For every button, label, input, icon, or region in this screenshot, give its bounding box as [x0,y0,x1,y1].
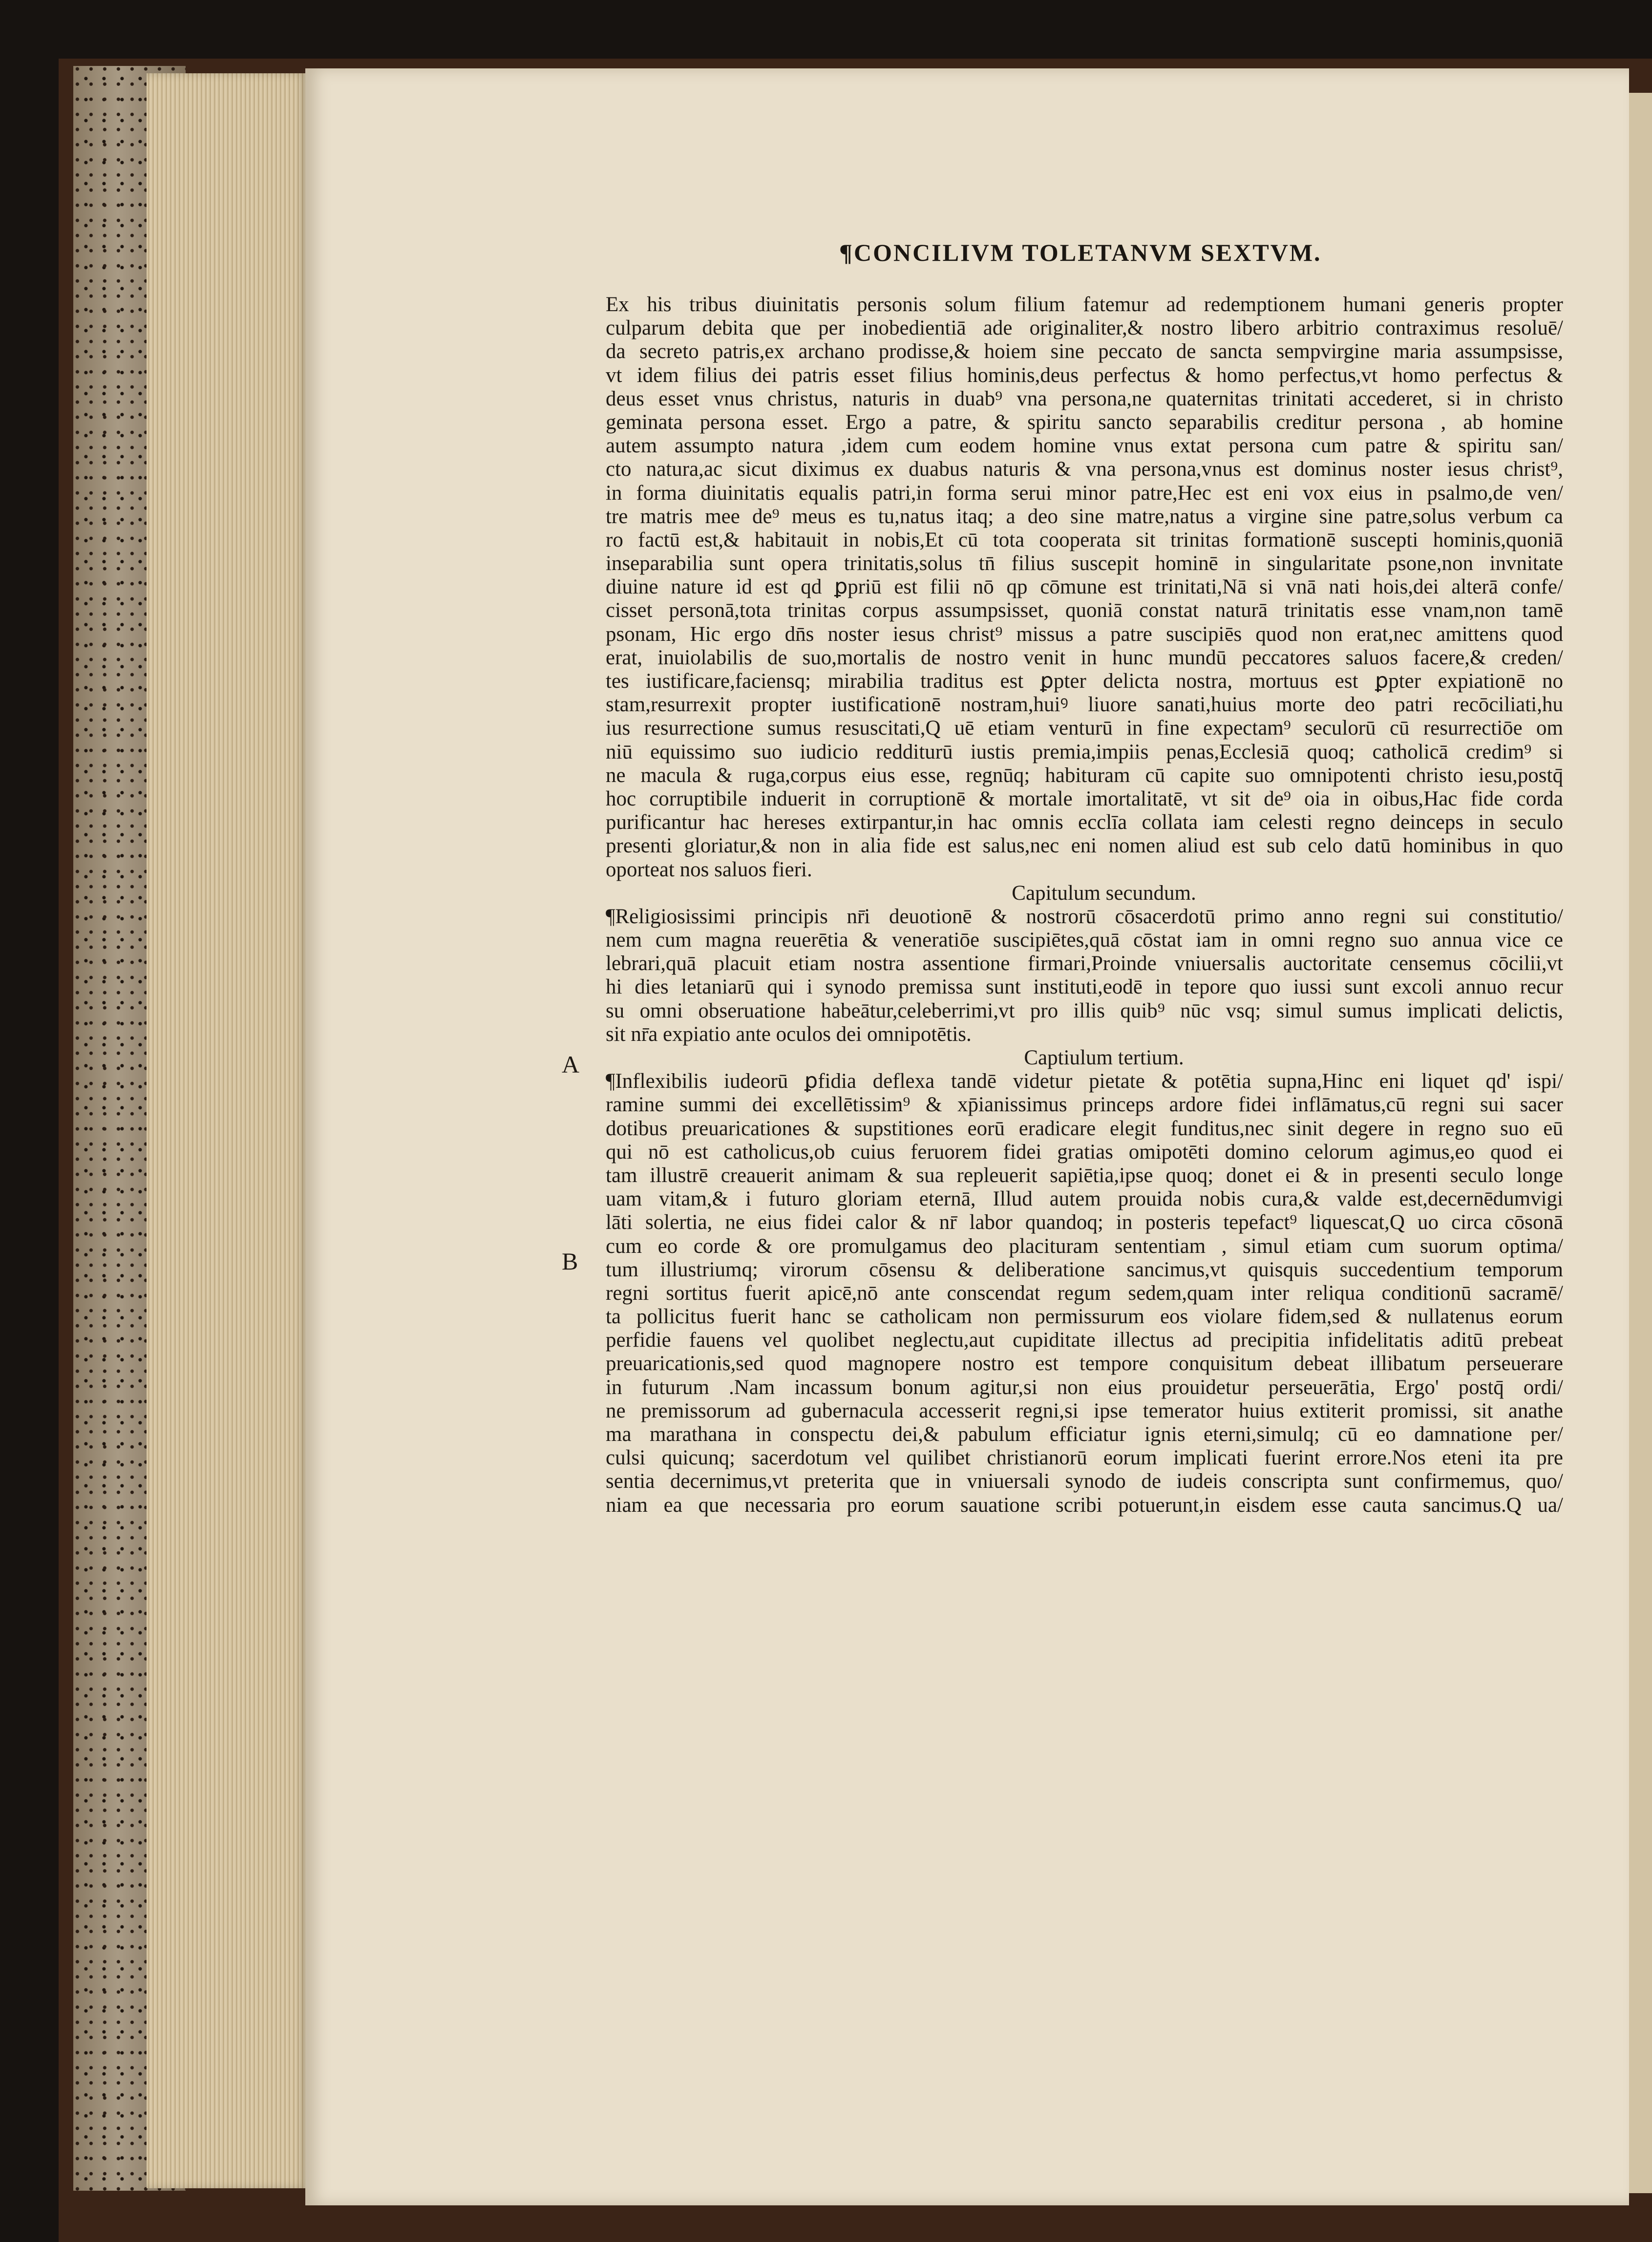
text-line: ro factū est,& habitauit in nobis,Et cū tota cooperata sit trinitas formationē suscepti hominis,quoniā [606,528,1563,551]
text-line: tam illustrē creauerit animam & sua repleuerit sapiētia,ipse quoq; donet ei & in presenti seculo longe [606,1163,1563,1187]
text-line [606,1517,1563,1541]
text-line: sentia decernimus,vt preterita que in vniuersali synodo de iudeis conscripta sunt confirmemus, quo/ [606,1470,1563,1493]
text-line: ius resurrectione sumus resuscitati,Q uē etiam venturū in fine expectam⁹ seculorū cū resurrectiōe om [606,717,1563,740]
text-line: in forma diuinitatis equalis patri,in forma serui minor patre,Hec est eni vox eius in psalmo,de ven/ [606,481,1563,505]
pilcrow-icon: ¶ [606,1070,615,1093]
text-line-content: Religiosissimi principis nr̄i deuotionē & nostrorū cōsacerdotū primo anno regni sui constitutio/ [615,905,1563,928]
text-line: preuaricationis,sed quod magnopere nostro est tempore conquisitum debeat illibatum perseuerare [606,1352,1563,1375]
text-line: su omni obseruatione habeātur,celeberrimi,vt pro illis quib⁹ nūc vsq; simul sumus implicati delictis, [606,999,1563,1022]
margin-letter-b: B [562,1248,578,1275]
text-line-content: Inflexibilis iudeorū ꝑfidia deflexa tandē videtur pietate & potētia supna,Hinc eni liquet qd' ispi/ [615,1070,1563,1093]
text-line: vt idem filius dei patris esset filius hominis,deus perfectus & homo perfectus,vt homo perfectus & [606,363,1563,387]
text-line: oporteat nos saluos fieri. [606,858,812,881]
running-head [839,238,1347,273]
text-line: deus esset vnus christus, naturis in duab⁹ vna persona,ne quaternitas trinitati accederet, si in christo [606,387,1563,410]
text-line: qui nō est catholicus,ob cuius feruorem fidei gratias omipotēti domino celorum agimus,eo quod ei [606,1140,1563,1163]
text-line: ma marathana in conspectu dei,& pabulum efficiatur ignis eterni,simulq; cū eo damnatione per/ [606,1423,1563,1446]
pilcrow-icon: ¶ [839,239,854,266]
text-line: diuine nature id est qd ꝑpriū est filii nō qp cōmune est trinitati,Nā si vnā nati hois,dei alterā confe/ [606,575,1563,599]
text-line: cisset personā,tota trinitas corpus assumpsisset, quoniā constat naturā trinitatis esse vnam,non tamē [606,599,1563,622]
text-line: niū equissimo suo iudicio redditurū iustis premia,impiis penas,Ecclesiā quoq; catholicā credim⁹ si [606,740,1563,763]
margin-letter-a: A [562,1051,580,1078]
text-line: niam ea que necessaria pro eorum sauatione scribi potuerunt,in eisdem esse cauta sancimus.Q ua/ [606,1493,1563,1517]
chapter-heading: Captiulum tertium. [1024,1046,1184,1069]
text-line: autem assumpto natura ,idem cum eodem homine vnus extat persona cum patre & spiritu san/ [606,434,1563,458]
text-line [606,905,1563,929]
text-line: tum illustriumq; virorum cōsensu & deliberatione sancimus,vt quisquis succedentium temporum [606,1258,1563,1281]
text-line: ta pollicitus fuerit hanc se catholicam non permissurum eos violare fidem,sed & nullatenus eorum [606,1305,1563,1329]
text-line: cum eo corde & ore promulgamus deo placituram sententiam , simul etiam cum suorum optima/ [606,1234,1563,1258]
running-head-text: CONCILIVM TOLETANVM SEXTVM. [854,239,1322,266]
text-line: regni sortitus fuerit apicē,nō ante conscendat regum sedem,quam inter reliqua conditionū sacramē/ [606,1281,1563,1305]
text-line: ramine summi dei excellētissim⁹ & xp̄ianissimus princeps ardore fidei inflāmatus,cū regni sui sacer [606,1093,1563,1117]
text-line: perfidie fauens vel quolibet neglectu,aut cupiditate illectus ad precipitia infidelitatis aditū prebeat [606,1329,1563,1352]
text-line: lebrari,quā placuit etiam nostra assentione firmari,Proinde vniuersalis auctoritate censemus cōcilii,vt [606,952,1563,975]
text-line: culsi quicunq; sacerdotum vel quilibet christianorū eorum implicati fuerint errore.Nos eteni ita pre [606,1446,1563,1470]
text-line: hi dies letaniarū qui i synodo premissa sunt instituti,eodē in tepore quo iussi sunt excoli annuo recur [606,975,1563,999]
text-line: tre matris mee de⁹ meus es tu,natus itaq; a deo sine matre,natus a virgine sine patre,solus verbum ca [606,505,1563,528]
text-line: in futurum .Nam incassum bonum agitur,si non eius prouidetur perseuerātia, Ergo' postq̄ ordi/ [606,1375,1563,1399]
text-line: uam vitam,& i futuro gloriam eternā, Illud autem prouida nobis cura,& valde est,decernēdumvigi [606,1187,1563,1211]
text-line: lāti solertia, ne eius fidei calor & nr̄ labor quandoq; in posteris tepefact⁹ liquescat,Q uo circa cōsonā [606,1211,1563,1234]
page-block-edge [147,73,308,2188]
text-line: da secreto patris,ex archano prodisse,& hoiem sine peccato de sancta sempvirgine maria assumpsisse, [606,340,1563,363]
text-line: nem cum magna reuerētia & veneratiōe suscipiētes,quā cōstat iam in omni regno suo annua vice ce [606,929,1563,952]
text-line: purificantur hac hereses extirpantur,in hac omnis ecclīa collata iam celesti regno deinceps in seculo [606,811,1563,834]
pilcrow-icon: ¶ [606,905,615,928]
text-line [606,1070,1563,1093]
text-line: cto natura,ac sicut diximus ex duabus naturis & vna persona,vnus est dominus noster iesus christ⁹, [606,458,1563,481]
text-line: ne premissorum ad gubernacula accesserit regni,si ipse temerator huius extiterit promissi, sit anathe [606,1399,1563,1422]
text-line: presenti gloriatur,& non in alia fide est salus,nec eni nomen aliud est sub celo datū hominibus in quo [606,834,1563,858]
text-line: tes iustificare,faciensq; mirabilia traditus est ꝑpter delicta nostra, mortuus est ꝑpter expiationē no [606,670,1563,693]
text-line: inseparabilia sunt opera trinitatis,solus tn̄ filius suscepit hominē in singularitate psone,non invnitate [606,552,1563,575]
text-line: hoc corruptibile induerit in corruptionē & mortale imortalitatē, vt sit de⁹ oia in oibus,Hac fide corda [606,787,1563,810]
text-line: culparum debita que per inobedientiā ade originaliter,& nostro libero arbitrio contraximus resoluē/ [606,317,1563,340]
text-line: dotibus preuaricationes & supstitiones eorū eradicare elegit funditus,nec sinit degere in regno suo eū [606,1117,1563,1140]
text-line: ne macula & ruga,corpus eius esse, regnūq; habituram cū capite suo omnipotenti christo iesu,postq̄ [606,763,1563,787]
facing-page-edge [1629,93,1652,2193]
chapter-heading: Capitulum secundum. [1012,881,1196,905]
text-line: stam,resurrexit propter iustificationē nostram,huiꝰ liuore sanati,huius morte deo patri recōciliati,hu [606,693,1563,717]
text-line: sit nr̄a expiatio ante oculos dei omnipotētis. [606,1022,972,1046]
text-line: psonam, Hic ergo dn̄s noster iesus christ⁹ missus a patre suscipiēs quod non erat,nec amittens quod [606,622,1563,646]
text-line: erat, inuiolabilis de suo,mortalis de nostro venit in hunc mundū peccatores saluos facere,& creden/ [606,646,1563,669]
body-text [606,293,1563,1541]
text-line: Ex his tribus diuinitatis personis solum filium fatemur ad redemptionem humani generis propter [606,293,1563,316]
text-line: geminata persona esset. Ergo a patre, & spiritu sancto separabilis creditur persona , ab homine [606,410,1563,434]
